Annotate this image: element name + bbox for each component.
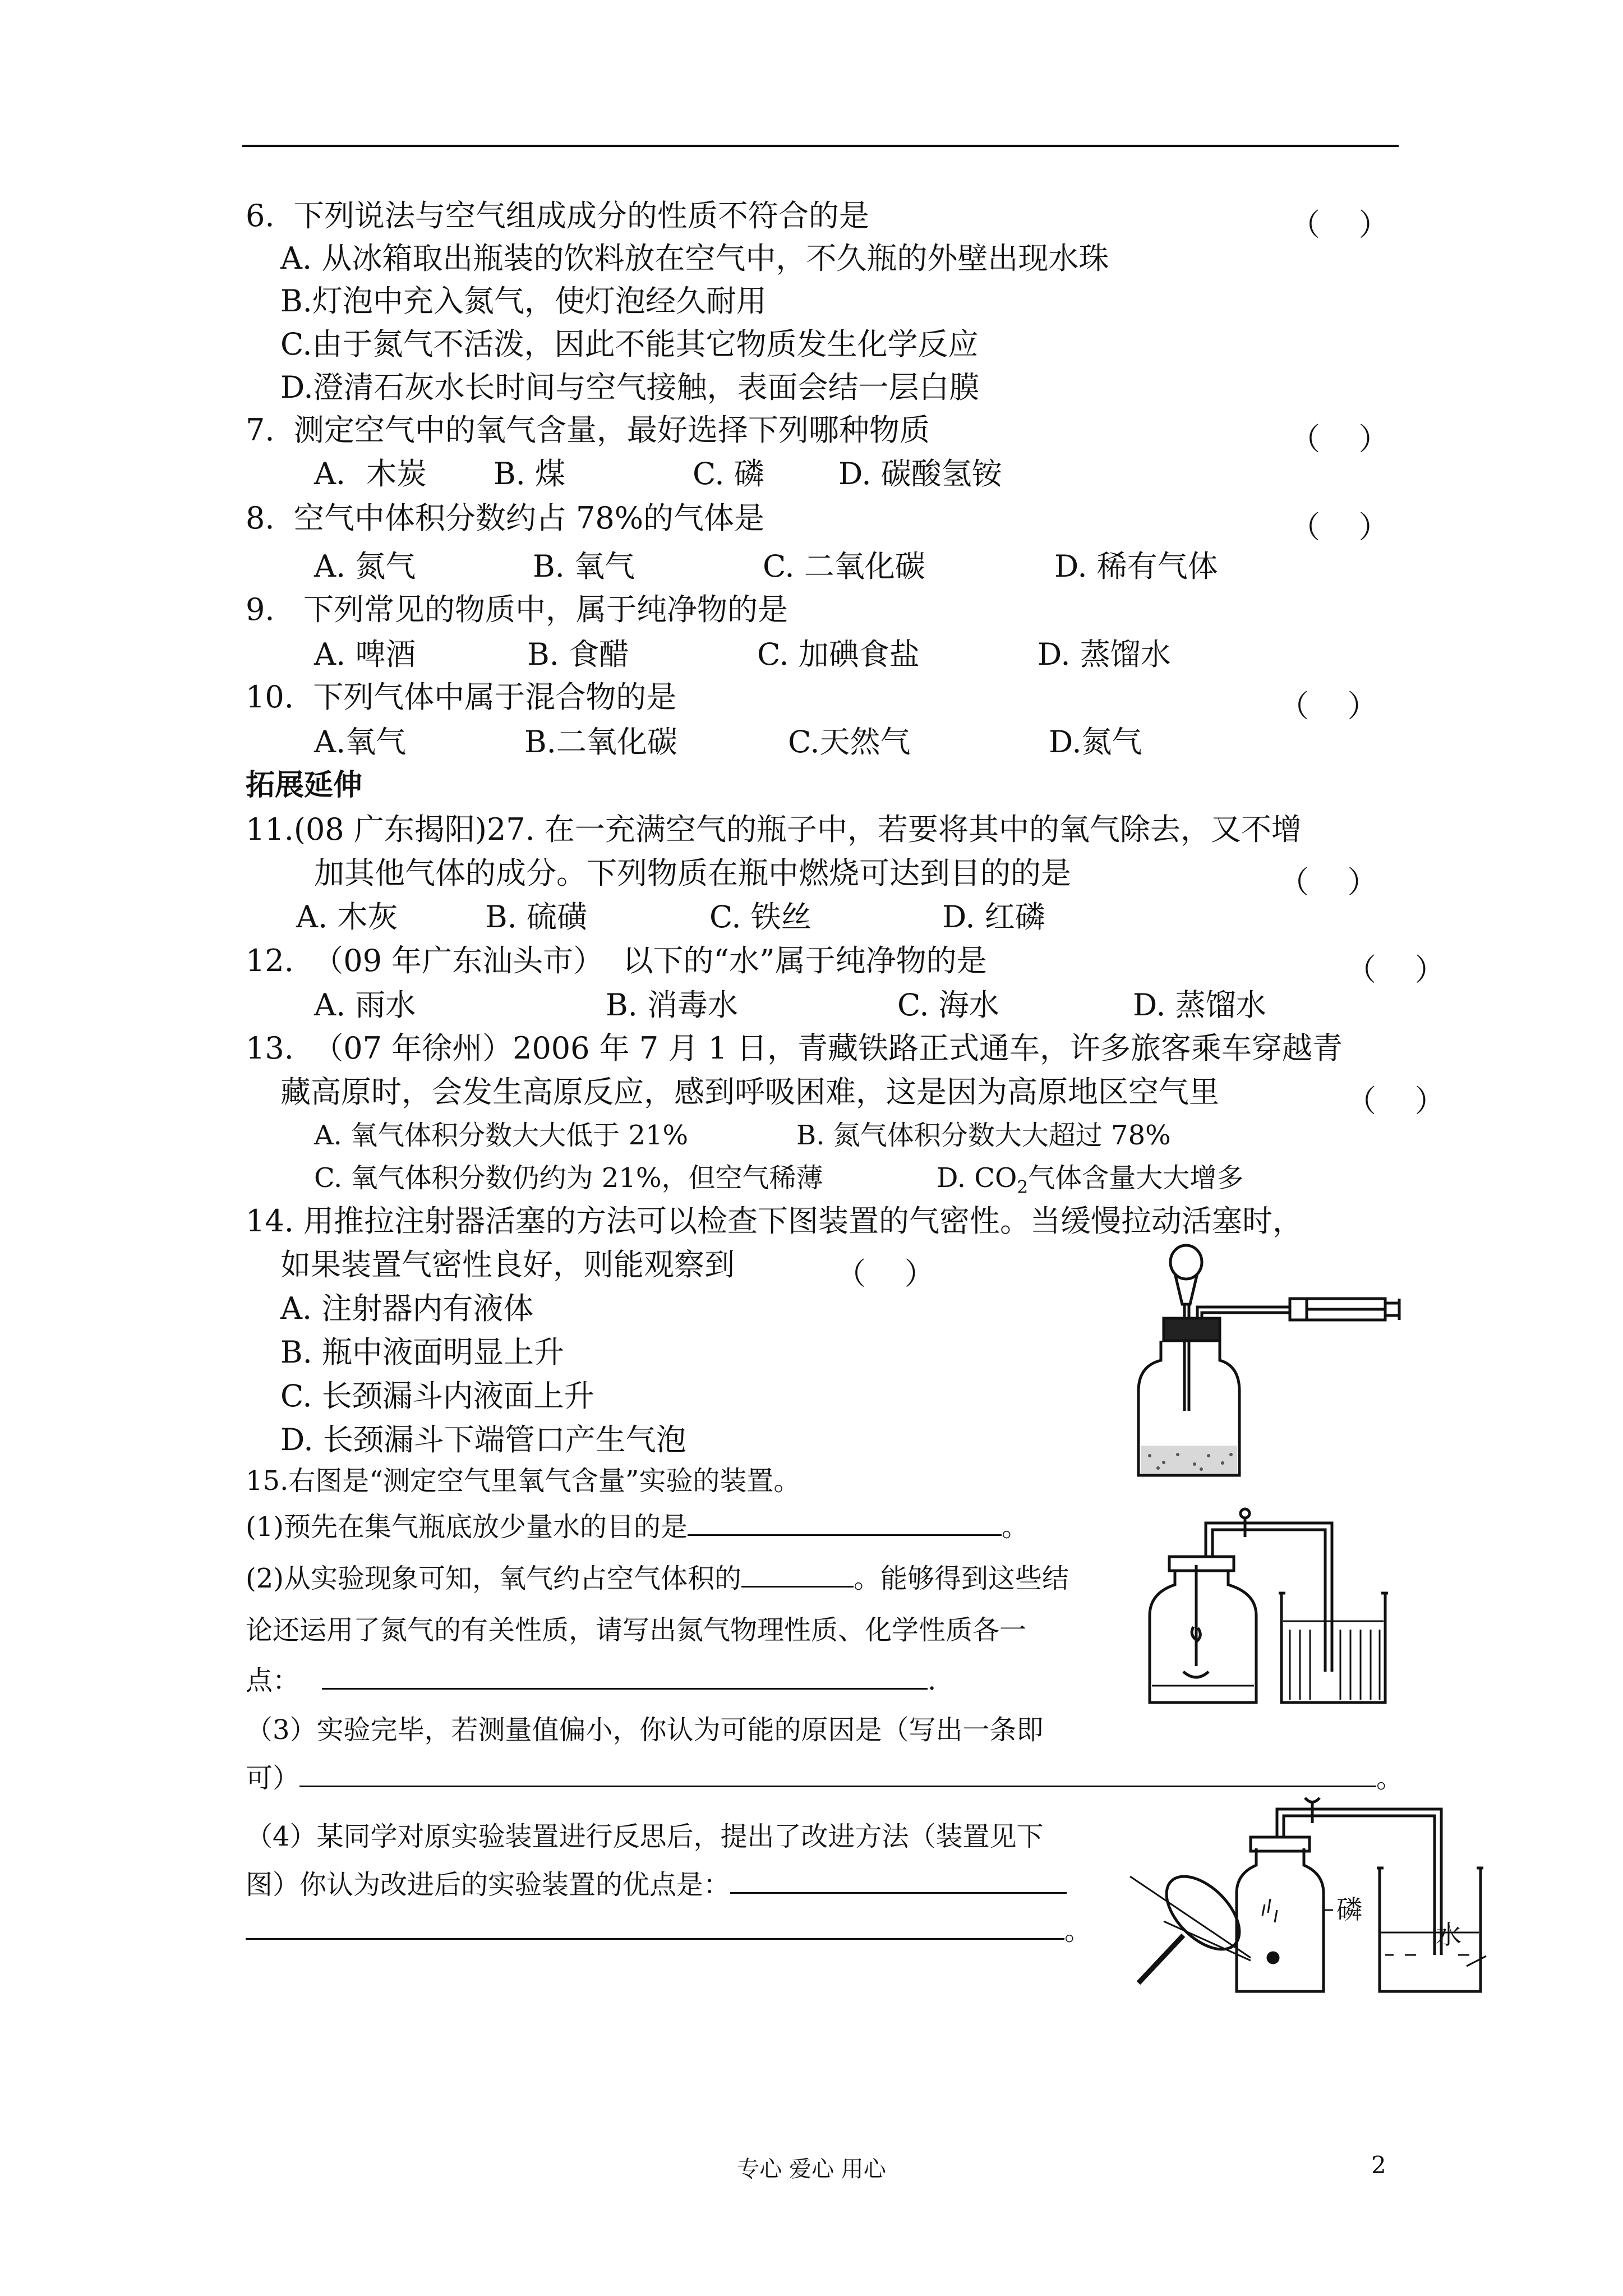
- q7-option-a: A．木炭: [314, 456, 427, 491]
- q6-answer-paren: （ ）: [1290, 207, 1389, 242]
- q6-option-d: D.澄清石灰水长时间与空气接触，表面会结一层白膜: [280, 370, 980, 405]
- section-title: 拓展延伸: [246, 769, 363, 802]
- q15-part2-blank-fraction[interactable]: [741, 1586, 854, 1588]
- q7-answer-paren: （ ）: [1290, 421, 1389, 457]
- q15-part4-line3: [246, 1915, 1092, 1947]
- q13-option-a: A. 氧气体积分数大大低于 21%: [314, 1120, 689, 1151]
- q15-part4-blank-2[interactable]: [246, 1938, 1064, 1940]
- q15-part3-line2: [246, 1765, 1403, 1792]
- q14-option-d: D. 长颈漏斗下端管口产生气泡: [280, 1422, 686, 1457]
- q15-oxygen-measurement-apparatus-figure: [1144, 1503, 1391, 1711]
- q13-option-c: C. 氧气体积分数仍约为 21%，但空气稀薄: [314, 1162, 823, 1194]
- q15-part3-blank[interactable]: [299, 1786, 1376, 1787]
- q12-option-b: B. 消毒水: [606, 987, 739, 1023]
- q13-stem-line2: 藏高原时，会发生高原反应，感到呼吸困难，这是因为高原地区空气里: [280, 1074, 1219, 1110]
- q15-part2-text-d: 点：: [246, 1665, 300, 1696]
- q13-option-d-suffix: 气体含量大大增多: [1028, 1162, 1244, 1194]
- phosphorus-label: 磷: [1336, 1894, 1362, 1925]
- q8-answer-paren: （ ）: [1290, 509, 1389, 545]
- q15-part3-text-b: 可）: [246, 1763, 300, 1794]
- q9-option-c: C. 加碘食盐: [757, 637, 920, 672]
- q6-option-c: C.由于氮气不活泼，因此不能其它物质发生化学反应: [280, 326, 979, 362]
- q8-option-d: D. 稀有气体: [1054, 549, 1218, 584]
- header-rule: [242, 145, 1399, 147]
- q9-option-a: A. 啤酒: [314, 637, 416, 672]
- q11-option-a: A. 木灰: [296, 899, 398, 935]
- q7-option-d: D. 碳酸氢铵: [838, 456, 1002, 491]
- page-footer: 专心 爱心 用心: [737, 2156, 886, 2182]
- q15-intro: 15.右图是“测定空气里氧气含量”实验的装置。: [246, 1465, 801, 1497]
- q11-answer-paren: （ ）: [1279, 864, 1378, 900]
- q15-part2-text-b: 。能够得到这些结: [854, 1563, 1069, 1594]
- q9-stem: 9. 下列常见的物质中，属于纯净物的是: [246, 592, 789, 627]
- q11-stem-line1: 11.(08 广东揭阳)27. 在一充满空气的瓶子中，若要将其中的氧气除去，又不增: [246, 812, 1302, 847]
- q12-answer-paren: （ ）: [1346, 952, 1445, 987]
- q14-answer-paren: （ ）: [836, 1256, 935, 1291]
- q13-option-d: [937, 1162, 1244, 1198]
- q11-option-b: B. 硫磺: [485, 899, 588, 935]
- q6-option-a: A. 从冰箱取出瓶装的饮料放在空气中，不久瓶的外壁出现水珠: [280, 241, 1109, 276]
- q15-part4-text-b: 图）你认为改进后的实验装置的优点是：: [246, 1869, 731, 1901]
- q12-option-a: A. 雨水: [314, 987, 416, 1023]
- q10-stem: 10. 下列气体中属于混合物的是: [246, 679, 677, 715]
- q15-part1: [246, 1511, 1029, 1543]
- q11-option-c: C. 铁丝: [709, 899, 811, 935]
- page-number: 2: [1371, 2151, 1386, 2179]
- q10-option-c: C.天然气: [788, 724, 911, 760]
- q13-option-d-prefix: D. CO: [937, 1162, 1017, 1194]
- q13-option-b: B. 氮气体积分数大大超过 78%: [796, 1120, 1171, 1151]
- q15-part3-end: 。: [1376, 1763, 1404, 1794]
- q7-option-b: B. 煤: [494, 456, 566, 491]
- q15-improved-apparatus-figure: [1130, 1792, 1489, 1994]
- q9-option-b: B. 食醋: [527, 637, 630, 672]
- q14-stem-line1: 14. 用推拉注射器活塞的方法可以检查下图装置的气密性。当缓慢拉动活塞时，: [246, 1203, 1303, 1239]
- q8-option-a: A. 氮气: [314, 549, 416, 584]
- q7-option-c: C. 磷: [693, 456, 764, 491]
- q15-part3-line1: （3）实验完毕，若测量值偏小，你认为可能的原因是（写出一条即: [246, 1714, 1044, 1746]
- q15-part2-text-a: (2)从实验现象可知，氧气约占空气体积的: [246, 1563, 741, 1594]
- q15-part1-end: 。: [1002, 1511, 1029, 1543]
- q7-stem: 7. 测定空气中的氧气含量，最好选择下列哪种物质: [246, 412, 930, 448]
- q15-part2-line1: [246, 1565, 1069, 1592]
- q12-option-c: C. 海水: [897, 987, 999, 1023]
- q8-stem: 8. 空气中体积分数约占 78%的气体是: [246, 500, 765, 536]
- q6-stem: 6. 下列说法与空气组成成分的性质不符合的是: [246, 198, 869, 233]
- q15-part4-line2: [246, 1869, 1067, 1901]
- q10-option-b: B.二氧化碳: [524, 724, 677, 760]
- q12-option-d: D. 蒸馏水: [1133, 987, 1266, 1023]
- q15-part4-blank-1[interactable]: [730, 1892, 1067, 1894]
- q10-option-a: A.氧气: [314, 724, 407, 760]
- q11-option-d: D. 红磷: [942, 899, 1045, 935]
- q15-part2-line3: [246, 1667, 936, 1694]
- q13-answer-paren: （ ）: [1346, 1083, 1445, 1119]
- q15-part4-line1: （4）某同学对原实验装置进行反思后，提出了改进方法（装置见下: [246, 1821, 1044, 1852]
- q14-stem-line2: 如果装置气密性良好，则能观察到: [280, 1247, 735, 1282]
- q15-part2-end: .: [928, 1665, 937, 1696]
- q15-part4-end: 。: [1064, 1915, 1092, 1947]
- q10-option-d: D.氮气: [1049, 724, 1142, 760]
- q9-option-d: D. 蒸馏水: [1038, 637, 1171, 672]
- q12-stem: 12. （09 年广东汕头市） 以下的“水”属于纯净物的是: [246, 943, 987, 978]
- q15-part2-blank-properties[interactable]: [322, 1688, 928, 1690]
- q14-option-a: A. 注射器内有液体: [280, 1291, 534, 1326]
- q10-answer-paren: （ ）: [1279, 688, 1378, 724]
- q11-stem-line2: 加其他气体的成分。下列物质在瓶中燃烧可达到目的的是: [314, 855, 1071, 891]
- q8-option-c: C. 二氧化碳: [763, 549, 925, 584]
- q15-part1-text: (1)预先在集气瓶底放少量水的目的是: [246, 1511, 688, 1543]
- q13-option-d-subscript: 2: [1017, 1177, 1029, 1198]
- q15-part1-blank[interactable]: [688, 1534, 1002, 1536]
- q14-option-b: B. 瓶中液面明显上升: [280, 1335, 565, 1370]
- water-label: 水: [1436, 1920, 1461, 1950]
- q8-option-b: B. 氧气: [533, 549, 635, 584]
- q14-airtightness-apparatus-figure: [1138, 1243, 1402, 1484]
- q6-option-b: B.灯泡中充入氮气，使灯泡经久耐用: [280, 283, 767, 319]
- q15-part2-line2: 论还运用了氮气的有关性质，请写出氮气物理性质、化学性质各一: [246, 1614, 1027, 1646]
- q13-stem-line1: 13. （07 年徐州）2006 年 7 月 1 日，青藏铁路正式通车，许多旅客乘车穿越青: [246, 1030, 1343, 1066]
- q14-option-c: C. 长颈漏斗内液面上升: [280, 1378, 594, 1414]
